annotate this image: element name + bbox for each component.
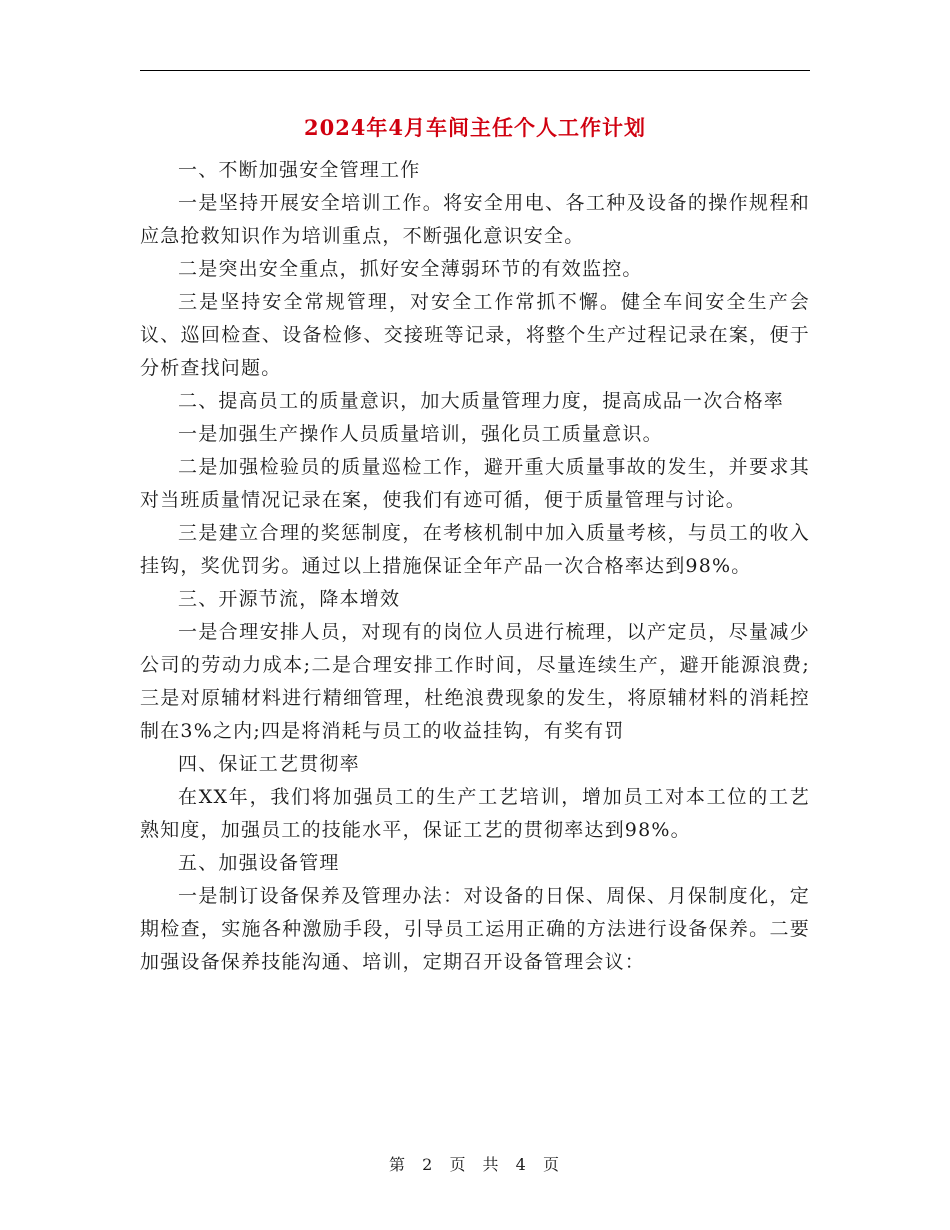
paragraph: 一是坚持开展安全培训工作。将安全用电、各工种及设备的操作规程和应急抢救知识作为培训重点，不断强化意识安全。 xyxy=(140,192,810,247)
paragraph: 二是加强检验员的质量巡检工作，避开重大质量事故的发生，并要求其对当班质量情况记录在案，使我们有迹可循，便于质量管理与讨论。 xyxy=(140,456,810,511)
section-heading-process: 四、保证工艺贯彻率 xyxy=(178,753,360,775)
header-rule xyxy=(140,70,810,71)
section-heading-cost: 三、开源节流，降本增效 xyxy=(178,588,401,610)
paragraph: 一是合理安排人员，对现有的岗位人员进行梳理，以产定员，尽量减少公司的劳动力成本;二是合理安排工作时间，尽量连续生产，避开能源浪费;三是对原辅材料进行精细管理，杜绝浪费现象的发生，将原辅材料的消耗控制在3%之内;四是将消耗与员工的收益挂钩，有奖有罚 xyxy=(140,621,810,742)
paragraph: 二是突出安全重点，抓好安全薄弱环节的有效监控。 xyxy=(178,258,643,280)
paragraph: 一是加强生产操作人员质量培训，强化员工质量意识。 xyxy=(178,423,663,445)
paragraph: 一是制订设备保养及管理办法：对设备的日保、周保、月保制度化，定期检查，实施各种激励手段，引导员工运用正确的方法进行设备保养。二要加强设备保养技能沟通、培训，定期召开设备管理会议： xyxy=(140,885,810,973)
paragraph: 三是坚持安全常规管理，对安全工作常抓不懈。健全车间安全生产会议、巡回检查、设备检修、交接班等记录，将整个生产过程记录在案，便于分析查找问题。 xyxy=(140,291,810,379)
paragraph: 在XX年，我们将加强员工的生产工艺培训，增加员工对本工位的工艺熟知度，加强员工的技能水平，保证工艺的贯彻率达到98%。 xyxy=(140,786,810,841)
section-heading-quality: 二、提高员工的质量意识，加大质量管理力度，提高成品一次合格率 xyxy=(178,390,785,412)
footer-current-page: 2 xyxy=(422,1155,435,1174)
footer-prefix: 第 xyxy=(389,1155,408,1174)
footer-page-word: 页 xyxy=(449,1155,468,1174)
section-heading-equipment: 五、加强设备管理 xyxy=(178,852,340,874)
footer-total-pages: 4 xyxy=(515,1155,528,1174)
document-body xyxy=(140,108,810,979)
section-heading-safety: 一、不断加强安全管理工作 xyxy=(178,159,421,181)
paragraph: 三是建立合理的奖惩制度，在考核机制中加入质量考核，与员工的收入挂钩，奖优罚劣。通过以上措施保证全年产品一次合格率达到98%。 xyxy=(140,522,810,577)
document-title: 2024年4月车间主任个人工作计划 xyxy=(303,115,647,140)
footer-suffix: 页 xyxy=(542,1155,561,1174)
page-footer xyxy=(0,1152,950,1175)
footer-total-word: 共 xyxy=(482,1155,501,1174)
